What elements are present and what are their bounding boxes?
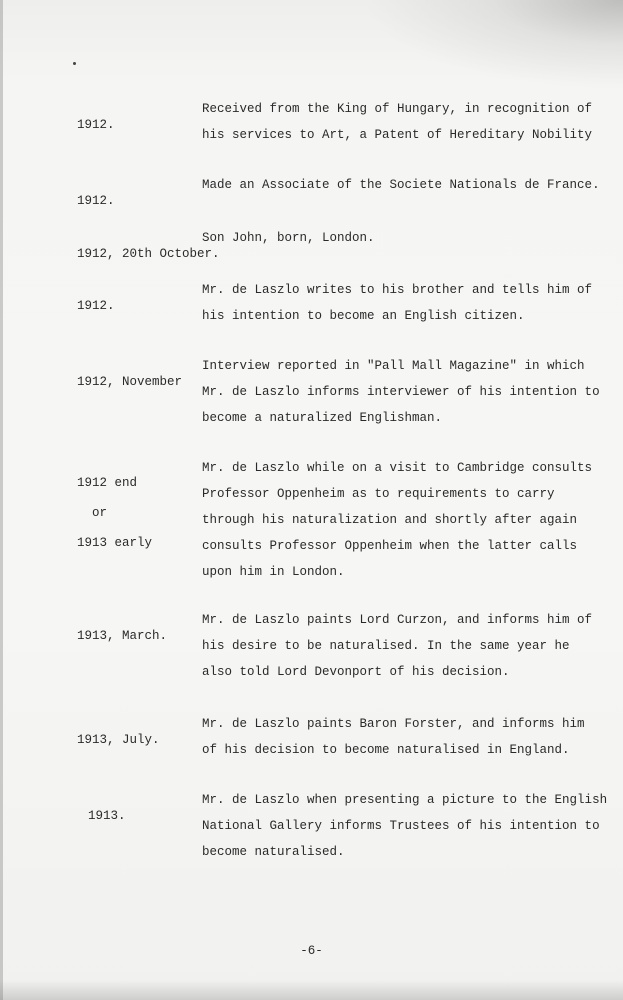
entry-date-line: 1912 end xyxy=(77,476,138,490)
entry-line: Mr. de Laszlo writes to his brother and tells him of xyxy=(202,283,593,297)
entry-line: Made an Associate of the Societe Nationals de France. xyxy=(202,178,600,192)
entry-text xyxy=(202,711,585,763)
entry-line: Son John, born, London. xyxy=(202,231,375,245)
entry-date xyxy=(58,794,126,839)
entry-line: his services to Art, a Patent of Hereditary Nobility xyxy=(202,128,593,142)
entry-line: consults Professor Oppenheim when the latter calls xyxy=(202,539,578,553)
entry-text xyxy=(202,455,592,585)
entry-line: his intention to become an English citizen. xyxy=(202,309,525,323)
scan-left-edge xyxy=(0,0,3,1000)
entry-date-line: 1912, 20th October. xyxy=(77,247,220,261)
entry-line: become a naturalized Englishman. xyxy=(202,411,443,425)
entry-date xyxy=(47,103,115,148)
entry-line: become naturalised. xyxy=(202,845,345,859)
entry-date-line: 1913, July. xyxy=(77,733,160,747)
entry-line: Mr. de Laszlo paints Lord Curzon, and informs him of xyxy=(202,613,593,627)
entry-line: Professor Oppenheim as to requirements to carry xyxy=(202,487,555,501)
entry-date-line: or xyxy=(77,506,108,520)
entry-date-line: 1912. xyxy=(77,299,115,313)
entry-date-line: 1912, November xyxy=(77,375,183,389)
entry-line: Interview reported in "Pall Mall Magazine" in which xyxy=(202,359,585,373)
entry-line: Received from the King of Hungary, in recognition of xyxy=(202,102,593,116)
entry-date xyxy=(47,614,167,659)
page-number: -6- xyxy=(300,944,323,958)
scan-shadow-bottom xyxy=(0,980,623,1000)
entry-text xyxy=(202,353,600,431)
entry-text xyxy=(202,225,375,251)
entry-date-line: 1912. xyxy=(77,118,115,132)
ink-mark xyxy=(73,62,76,65)
entry-date xyxy=(47,461,152,566)
entry-text xyxy=(202,787,607,865)
entry-line: his desire to be naturalised. In the same year he xyxy=(202,639,570,653)
entry-line: Mr. de Laszlo informs interviewer of his intention to xyxy=(202,385,600,399)
entry-line: of his decision to become naturalised in England. xyxy=(202,743,570,757)
entry-text xyxy=(202,607,592,685)
entry-date xyxy=(47,179,115,224)
entry-date xyxy=(47,232,220,277)
entry-line: Mr. de Laszlo paints Baron Forster, and informs him xyxy=(202,717,585,731)
entry-text xyxy=(202,96,592,148)
entry-line: upon him in London. xyxy=(202,565,345,579)
entry-line: Mr. de Laszlo while on a visit to Cambridge consults xyxy=(202,461,593,475)
entry-text xyxy=(202,172,600,198)
entry-date-line: 1912. xyxy=(77,194,115,208)
entry-text xyxy=(202,277,592,329)
entry-date-line: 1913. xyxy=(88,809,126,823)
entry-line: National Gallery informs Trustees of his intention to xyxy=(202,819,600,833)
entry-date-line: 1913, March. xyxy=(77,629,168,643)
entry-line: also told Lord Devonport of his decision. xyxy=(202,665,510,679)
entry-date-line: 1913 early xyxy=(77,536,153,550)
entry-line: through his naturalization and shortly after again xyxy=(202,513,578,527)
entry-date xyxy=(47,360,182,405)
scan-shadow-top-right xyxy=(363,0,623,90)
entry-date xyxy=(47,718,160,763)
entry-date xyxy=(47,284,115,329)
entry-line: Mr. de Laszlo when presenting a picture to the English xyxy=(202,793,608,807)
